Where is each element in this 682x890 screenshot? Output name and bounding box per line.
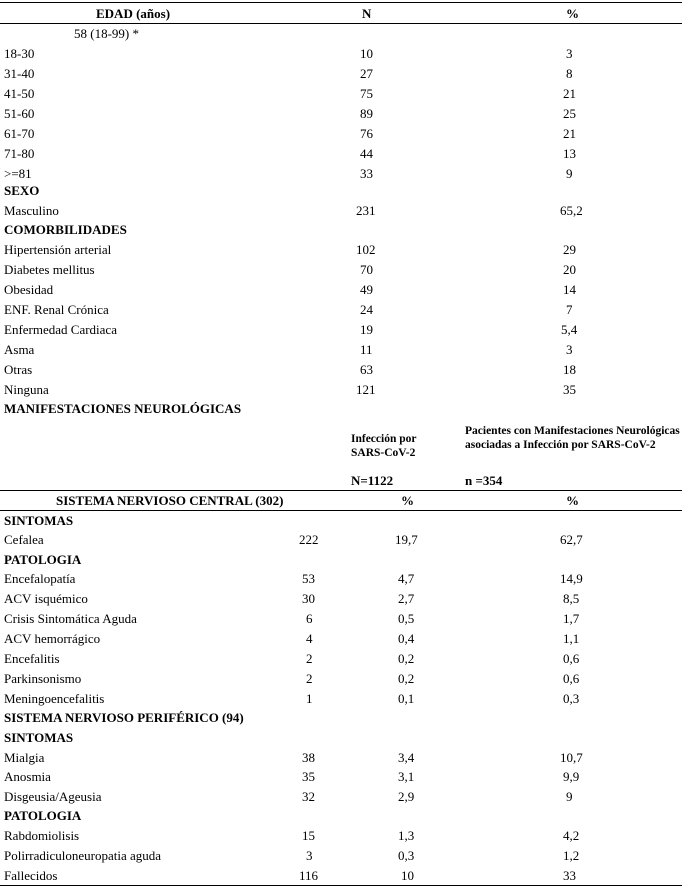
row-n: 24: [360, 302, 373, 317]
table-row: [0, 260, 682, 280]
row-p1: 0,5: [398, 611, 415, 626]
table-row: [0, 340, 682, 360]
row-p2: 9,9: [563, 769, 580, 784]
subsection-title: PATOLOGIA: [4, 552, 82, 567]
row-label: Diabetes mellitus: [4, 262, 95, 277]
row-label: Fallecidos: [4, 868, 58, 883]
section-neuro: [0, 399, 682, 419]
row-pct: 18: [563, 362, 576, 377]
row-label: >=81: [4, 166, 32, 181]
table-row: [0, 569, 682, 589]
row-n: 19: [360, 322, 373, 337]
row-p2: 0,6: [563, 671, 580, 686]
table-row: [0, 124, 682, 144]
section-title: SEXO: [4, 183, 40, 198]
row-n: 53: [302, 571, 315, 586]
row-p1: 1,3: [398, 828, 415, 843]
row-label: Enfermedad Cardiaca: [4, 322, 117, 337]
row-pct: 65,2: [560, 203, 583, 218]
table-row: [0, 748, 682, 768]
header-n-neuro: n =354: [465, 473, 503, 488]
row-label: Polirradiculoneuropatia aguda: [4, 848, 162, 863]
row-label: Asma: [4, 342, 35, 357]
table-row: [0, 787, 682, 807]
table-row: [0, 826, 682, 846]
row-n: 89: [360, 106, 373, 121]
row-p1: 2,9: [398, 789, 415, 804]
snc-header-row: [0, 491, 682, 511]
row-p2: 10,7: [560, 750, 583, 765]
table-row: [0, 846, 682, 866]
row-n: 76: [360, 126, 373, 141]
row-p1: 0,1: [398, 691, 415, 706]
row-label: 71-80: [4, 146, 35, 161]
row-pct: 21: [563, 126, 576, 141]
table-row: [0, 380, 682, 400]
table-row: [0, 589, 682, 609]
row-label: Ninguna: [4, 382, 49, 397]
row-n: 70: [360, 262, 373, 277]
header-infeccion: Infección por SARS-CoV-2: [351, 433, 417, 459]
row-p2: 9: [566, 789, 573, 804]
row-p1: 0,2: [398, 671, 415, 686]
subsection-title: SINTOMAS: [4, 513, 74, 528]
row-n: 27: [360, 66, 373, 81]
row-p2: 0,6: [563, 651, 580, 666]
row-label: Encefalitis: [4, 651, 60, 666]
table-row: [0, 84, 682, 104]
row-label: Parkinsonismo: [4, 671, 82, 686]
header-n: N: [362, 6, 372, 21]
table-row: [0, 609, 682, 629]
header-n-row: [0, 471, 682, 491]
row-pct: 3: [566, 342, 573, 357]
table-row: [0, 64, 682, 84]
header-n-total: N=1122: [351, 473, 394, 488]
age-median: 58 (18-99) *: [74, 26, 139, 41]
header-edad: EDAD (años): [96, 6, 171, 21]
table-row: [0, 280, 682, 300]
row-n: 6: [306, 611, 313, 626]
top-rule: [0, 2, 682, 3]
row-label: ENF. Renal Crónica: [4, 302, 109, 317]
row-n: 49: [360, 282, 373, 297]
table-row: [0, 360, 682, 380]
row-pct: 25: [563, 106, 576, 121]
header-pacientes: Pacientes con Manifestaciones Neurológicas asociadas a Infección por SARS-CoV-2: [465, 425, 680, 451]
row-label: 18-30: [4, 46, 35, 61]
row-n: 121: [356, 382, 376, 397]
row-label: 41-50: [4, 86, 35, 101]
row-n: 32: [302, 789, 315, 804]
header-pct: %: [566, 6, 579, 21]
row-p2: 4,2: [563, 828, 580, 843]
section-title: COMORBILIDADES: [4, 222, 127, 237]
subsection-title: PATOLOGIA: [4, 808, 82, 823]
row-pct: 7: [566, 302, 573, 317]
snp-title: SISTEMA NERVIOSO PERIFÉRICO (94): [4, 710, 244, 725]
row-p1: 0,4: [398, 631, 415, 646]
row-pct: 3: [566, 46, 573, 61]
row-label: Rabdomiolisis: [4, 828, 80, 843]
table-row: [0, 669, 682, 689]
row-pct: 13: [563, 146, 576, 161]
snc-pct-2: %: [401, 493, 414, 508]
row-n: 15: [302, 828, 315, 843]
row-n: 63: [360, 362, 373, 377]
row-p1: 2,7: [398, 591, 415, 606]
row-label: 31-40: [4, 66, 35, 81]
row-n: 35: [302, 769, 315, 784]
snp-sintomas-title-row: [0, 728, 682, 748]
row-n: 33: [360, 166, 373, 181]
row-label: Crisis Sintomática Aguda: [4, 611, 137, 626]
snc-pct-3: %: [566, 493, 579, 508]
row-label: Hipertensión arterial: [4, 242, 112, 257]
row-pct: 9: [566, 166, 573, 181]
header-row-1: [0, 4, 682, 24]
row-label: Mialgia: [4, 750, 45, 765]
row-p2: 0,3: [563, 691, 580, 706]
row-n: 116: [299, 868, 319, 883]
row-n: 2: [306, 671, 313, 686]
row-n: 30: [302, 591, 315, 606]
row-pct: 5,4: [561, 322, 578, 337]
row-label: Otras: [4, 362, 33, 377]
age-median-row: [0, 24, 682, 44]
row-pct: 35: [563, 382, 576, 397]
row-label: ACV isquémico: [4, 591, 88, 606]
table-row: [0, 201, 682, 221]
subsection-title: SINTOMAS: [4, 730, 74, 745]
table-row: [0, 530, 682, 550]
table-row: [0, 629, 682, 649]
row-label: Encefalopatía: [4, 571, 76, 586]
row-p1: 3,4: [398, 750, 415, 765]
row-p2: 1,2: [563, 848, 580, 863]
table-row: [0, 44, 682, 64]
row-label: Obesidad: [4, 282, 54, 297]
row-n: 1: [306, 691, 313, 706]
table-row: [0, 866, 682, 886]
row-p1: 4,7: [398, 571, 415, 586]
row-pct: 21: [563, 86, 576, 101]
table-row: [0, 649, 682, 669]
row-p1: 0,3: [398, 848, 415, 863]
row-pct: 14: [563, 282, 576, 297]
row-p2: 1,1: [563, 631, 580, 646]
row-p1: 0,2: [398, 651, 415, 666]
row-p2: 62,7: [560, 532, 583, 547]
row-label: Cefalea: [4, 532, 44, 547]
snp-patologia-title-row: [0, 806, 682, 826]
row-n: 44: [360, 146, 373, 161]
row-n: 75: [360, 86, 373, 101]
snc-title: SISTEMA NERVIOSO CENTRAL (302): [56, 493, 284, 508]
section-sexo: [0, 181, 682, 201]
table-row: [0, 104, 682, 124]
snc-sintomas-title-row: [0, 511, 682, 531]
row-label: Disgeusia/Ageusia: [4, 789, 102, 804]
snp-title-row: [0, 708, 682, 728]
row-p1: 19,7: [395, 532, 418, 547]
row-label: 51-60: [4, 106, 35, 121]
table-row: [0, 767, 682, 787]
row-n: 4: [306, 631, 313, 646]
table-row: [0, 144, 682, 164]
row-n: 102: [356, 242, 376, 257]
table-row: [0, 689, 682, 709]
row-label: ACV hemorrágico: [4, 631, 101, 646]
section-comorbilidades: [0, 220, 682, 240]
row-pct: 8: [566, 66, 573, 81]
row-n: 3: [306, 848, 313, 863]
row-label: Anosmia: [4, 769, 51, 784]
table-row: [0, 320, 682, 340]
row-p1: 3,1: [398, 769, 415, 784]
row-p2: 33: [563, 868, 576, 883]
row-pct: 29: [563, 242, 576, 257]
row-n: 38: [302, 750, 315, 765]
table-row: [0, 300, 682, 320]
section-title: MANIFESTACIONES NEUROLÓGICAS: [4, 401, 242, 416]
row-n: 2: [306, 651, 313, 666]
row-n: 222: [299, 532, 319, 547]
table-row: [0, 240, 682, 260]
row-label: Meningoencefalitis: [4, 691, 105, 706]
bottom-rule: [0, 885, 682, 886]
snc-patologia-title-row: [0, 550, 682, 570]
row-pct: 20: [563, 262, 576, 277]
row-p2: 1,7: [563, 611, 580, 626]
row-n: 10: [360, 46, 373, 61]
row-n: 11: [360, 342, 373, 357]
row-n: 231: [356, 203, 376, 218]
row-p1: 10: [401, 868, 414, 883]
row-label: 61-70: [4, 126, 35, 141]
row-p2: 8,5: [563, 591, 580, 606]
row-p2: 14,9: [560, 571, 583, 586]
row-label: Masculino: [4, 203, 59, 218]
